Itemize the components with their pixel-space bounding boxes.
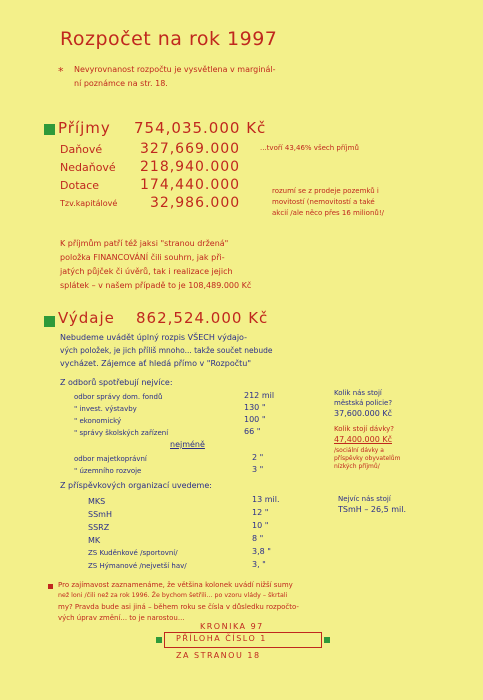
- side-note-police-2: městská policie?: [334, 399, 393, 407]
- financ-line-1: K příjmům patří též jaksi "stranou držená": [60, 239, 229, 248]
- note-line-2: ní poznámce na str. 18.: [74, 79, 168, 88]
- prijmy-label: Příjmy: [58, 119, 111, 137]
- prisp-row-label: ZS Kuděnkové /sportovní/: [88, 549, 178, 557]
- vydaje-intro-3: vycházet. Zájemce ať hledá přímo v "Rozpočtu": [60, 359, 252, 368]
- odbory-heading: Z odborů spotřebují nejvíce:: [60, 378, 173, 387]
- stamp-bullet-right: [324, 637, 330, 643]
- side-note-davky-3: /sociální dávky a: [334, 447, 384, 454]
- vydaje-intro-1: Nebudeme uvádět úplný rozpis VŠECH výdajo-: [60, 333, 247, 342]
- prijmy-row-value: 327,669.000: [140, 141, 241, 157]
- nejmene-heading: nejméně: [170, 440, 205, 449]
- footer-bullet: [48, 584, 53, 589]
- section-bullet-vydaje: [44, 316, 55, 327]
- prisp-row-value: 3,8 ": [252, 547, 271, 556]
- footer-line-3: my? Pravda bude asi jiná – během roku se čísla v důsledku rozpočto-: [58, 603, 299, 611]
- nejmene-row-label: " územního rozvoje: [74, 467, 142, 475]
- odbor-row-label: " invest. výstavby: [74, 405, 137, 413]
- prisp-heading: Z příspěvkových organizací uvedeme:: [60, 481, 212, 490]
- footer-line-1: Pro zajímavost zaznamenáme, že většina kolonek uvádí nižší sumy: [58, 581, 293, 589]
- prisp-row-value: 12 ": [252, 508, 269, 517]
- note-mark: *: [58, 65, 64, 78]
- prijmy-row-label: Daňové: [60, 143, 103, 156]
- prijmy-row-label: Dotace: [60, 179, 100, 192]
- note-line-1: Nevyrovnanost rozpočtu je vysvětlena v marginál-: [74, 65, 276, 74]
- prisp-row-value: 10 ": [252, 521, 269, 530]
- prijmy-kap-note-3: akcií /ale něco přes 16 milionů!/: [272, 209, 384, 217]
- prijmy-total: 754,035.000 Kč: [134, 119, 267, 137]
- prijmy-kap-note-1: rozumí se z prodeje pozemků i: [272, 187, 379, 195]
- nejmene-row-value: 3 ": [252, 465, 264, 474]
- odbor-row-label: odbor správy dom. fondů: [74, 393, 163, 401]
- nejmene-row-label: odbor majetkoprávní: [74, 455, 147, 463]
- prijmy-row-value: 218,940.000: [140, 159, 241, 175]
- vydaje-total: 862,524.000 Kč: [136, 309, 269, 327]
- odbor-row-label: " ekonomický: [74, 417, 122, 425]
- side-note-police-3: 37,600.000 Kč: [334, 409, 392, 418]
- prisp-row-value: 8 ": [252, 534, 264, 543]
- side-note-police-1: Kolik nás stojí: [334, 389, 382, 397]
- prisp-row-label: SSmH: [88, 510, 112, 519]
- section-bullet-prijmy: [44, 124, 55, 135]
- prijmy-kap-note-2: movitostí (nemovitostí a také: [272, 198, 375, 206]
- side-note-davky-5: nízkých příjmů/: [334, 463, 380, 470]
- financ-line-3: jatých půjček či úvěrů, tak i realizace jejich: [60, 267, 233, 276]
- side-note-tsmh-1: Nejvíc nás stojí: [338, 495, 391, 503]
- prisp-row-label: ZS Hýmanové /nejvetší hav/: [88, 562, 187, 570]
- vydaje-label: Výdaje: [58, 309, 115, 327]
- financ-line-4: splátek – v našem případě to je 108,489.000 Kč: [60, 281, 252, 290]
- stranou-label: ZA STRANOU 18: [176, 651, 261, 660]
- prisp-row-value: 13 mil.: [252, 495, 280, 504]
- kronika-label: KRONIKA 97: [200, 622, 264, 631]
- odbor-row-value: 100 ": [244, 415, 266, 424]
- prijmy-row-value: 174,440.000: [140, 177, 241, 193]
- side-note-davky-1: Kolik stojí dávky?: [334, 425, 395, 433]
- odbor-row-label: " správy školských zařízení: [74, 429, 169, 437]
- side-note-tsmh-2: TSmH – 26,5 mil.: [338, 505, 406, 514]
- odbor-row-value: 66 ": [244, 427, 261, 436]
- footer-line-2: než loni /čili než za rok 1996. Že bychom šetřili... po vzoru vlády – škrtali: [58, 592, 288, 599]
- prijmy-danove-note: ...tvoří 43,46% všech příjmů: [260, 144, 359, 152]
- odbor-row-value: 212 mil: [244, 391, 275, 400]
- side-note-davky-2: 47,400.000 Kč: [334, 435, 392, 444]
- financ-line-2: položka FINANCOVÁNÍ čili souhrn, jak při-: [60, 253, 225, 262]
- prisp-row-label: MK: [88, 536, 101, 545]
- prisp-row-value: 3, ": [252, 560, 266, 569]
- prijmy-row-label: Tzv.kapitálové: [60, 199, 118, 208]
- prijmy-row-value: 32,986.000: [150, 195, 241, 211]
- page-title: Rozpočet na rok 1997: [60, 28, 278, 50]
- prisp-row-label: SSRZ: [88, 523, 110, 532]
- nejmene-row-value: 2 ": [252, 453, 264, 462]
- vydaje-intro-2: vých položek, je jich příliš mnoho... takže součet nebude: [60, 346, 273, 355]
- footer-line-4: vých úprav změní... to je narostou...: [58, 614, 185, 622]
- stamp-bullet-left: [156, 637, 162, 643]
- side-note-davky-4: příspěvky obyvatelům: [334, 455, 401, 462]
- prisp-row-label: MKS: [88, 497, 106, 506]
- odbor-row-value: 130 ": [244, 403, 266, 412]
- priloha-label: PŘÍLOHA ČÍSLO 1: [176, 634, 267, 643]
- prijmy-row-label: Nedaňové: [60, 161, 116, 174]
